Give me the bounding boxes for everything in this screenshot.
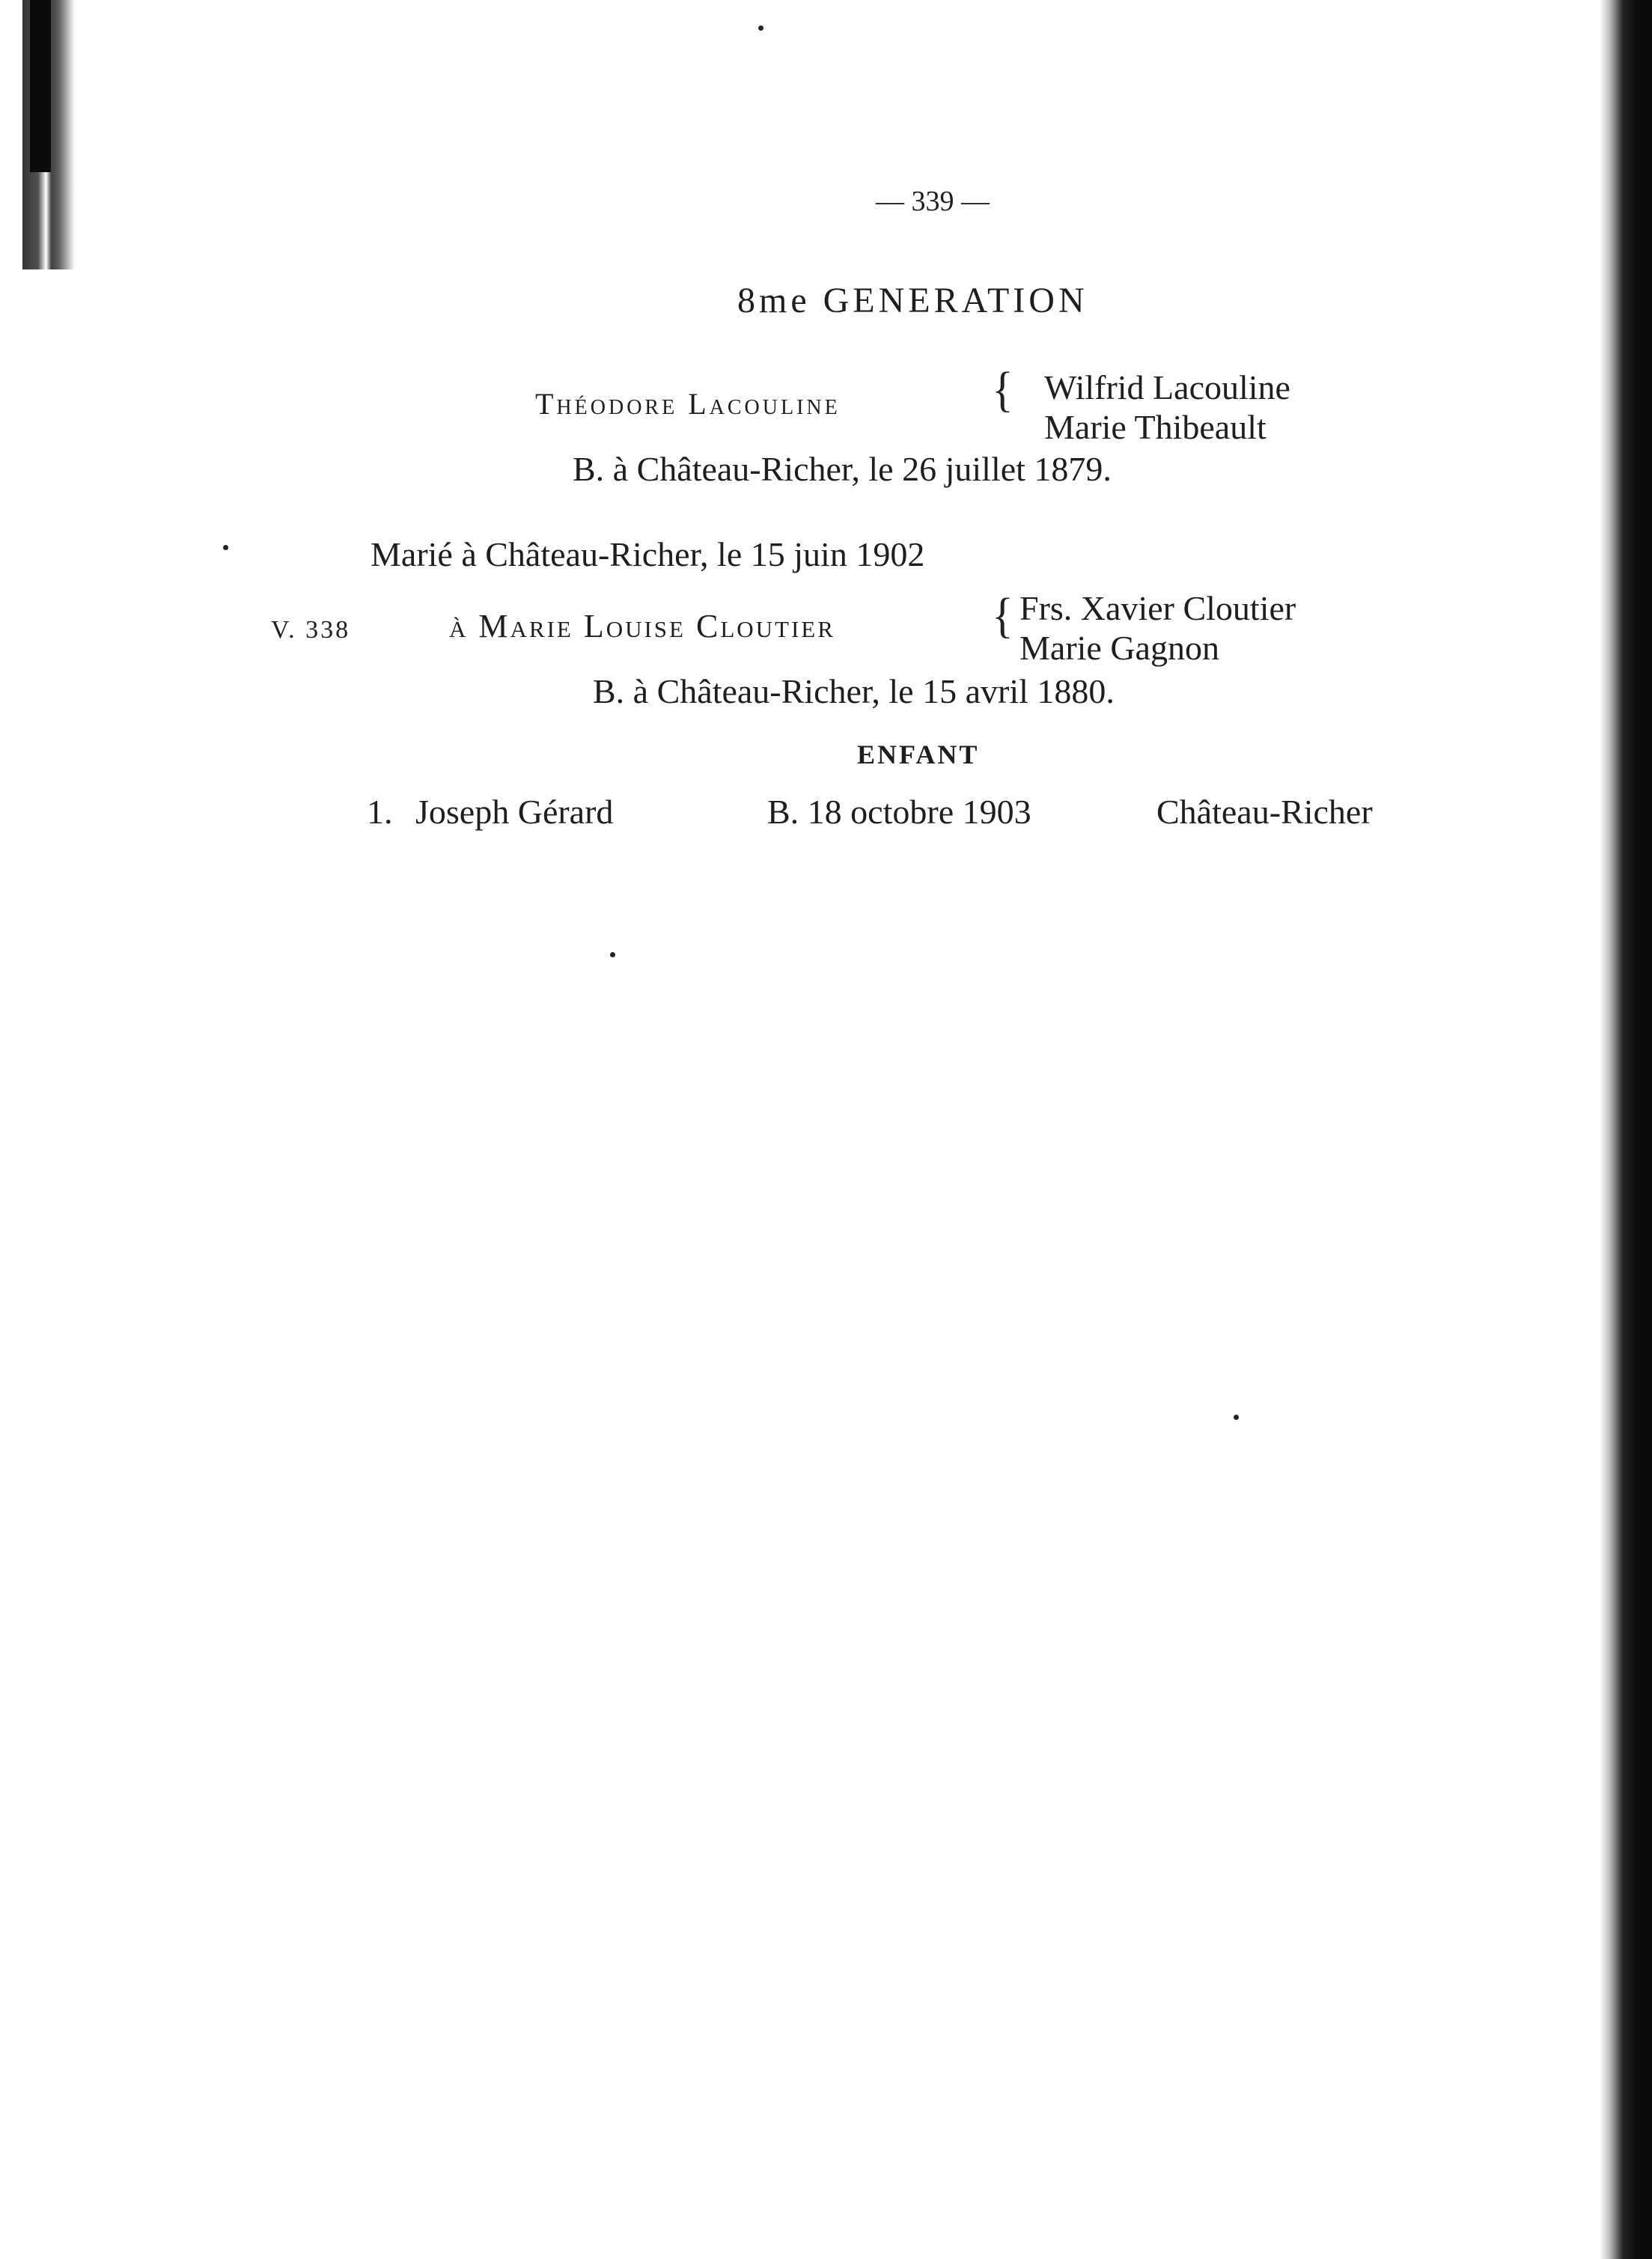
children-heading: ENFANT	[857, 740, 980, 769]
person-name: Théodore Lacouline	[535, 387, 841, 421]
father-name: Wilfrid Lacouline	[1044, 368, 1290, 406]
spouse-birth-record: B. à Château-Richer, le 15 avril 1880.	[593, 672, 1115, 710]
volume-reference: V. 338	[271, 616, 351, 644]
child-number: 1.	[367, 793, 393, 831]
birth-record: B. à Château-Richer, le 26 juillet 1879.	[573, 450, 1112, 488]
parents-brace: {	[992, 362, 1014, 417]
generation-heading: 8me GENERATION	[737, 281, 1088, 320]
mother-name: Marie Thibeault	[1044, 408, 1267, 446]
scan-speck	[758, 25, 763, 31]
scan-edge-right	[1600, 0, 1652, 2259]
child-place: Château-Richer	[1156, 793, 1373, 831]
scan-edge-left-dark	[30, 0, 51, 172]
page-number: — 339 —	[876, 186, 990, 217]
spouse-parents-brace: {	[992, 588, 1014, 643]
scan-speck	[1234, 1415, 1239, 1420]
marriage-record: Marié à Château-Richer, le 15 juin 1902	[371, 535, 925, 573]
scan-speck	[610, 952, 615, 957]
child-birth: B. 18 octobre 1903	[767, 793, 1031, 831]
child-name: Joseph Gérard	[415, 793, 614, 831]
spouse-father-name: Frs. Xavier Cloutier	[1019, 589, 1296, 627]
scan-speck	[223, 545, 228, 550]
spouse-mother-name: Marie Gagnon	[1019, 629, 1219, 667]
spouse-name: à Marie Louise Cloutier	[449, 608, 835, 644]
